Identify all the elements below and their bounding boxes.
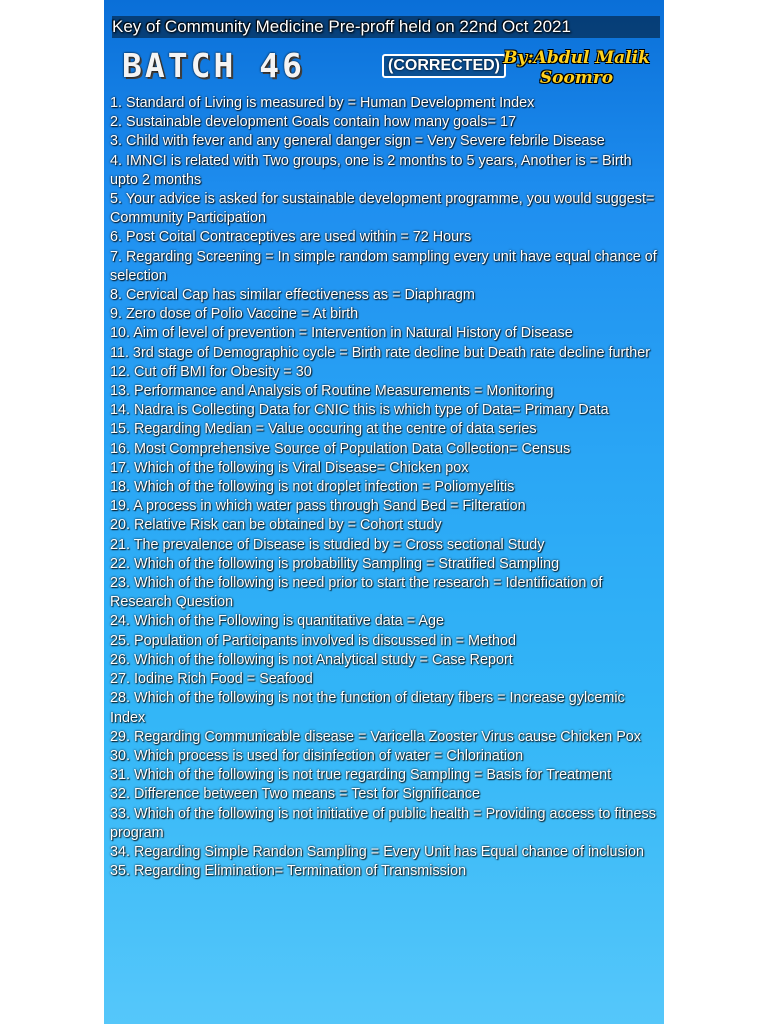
answer-item: 32. Difference between Two means = Test for Significance [110, 786, 480, 803]
answer-item: 27. Iodine Rich Food = Seafood [110, 671, 313, 688]
answer-item: 26. Which of the following is not Analytical study = Case Report [110, 651, 513, 668]
answer-item: 13. Performance and Analysis of Routine Measurements = Monitoring [110, 383, 554, 400]
batch-label: BATCH 46 [122, 46, 305, 85]
answer-item: 12. Cut off BMI for Obesity = 30 [110, 363, 312, 380]
corrected-badge: (CORRECTED) [382, 54, 506, 78]
answer-key-poster [104, 0, 664, 1024]
answer-item: 35. Regarding Elimination= Termination of Transmission [110, 863, 467, 880]
answer-item: 23. Which of the following is need prior to start the research = Identification of Research Question [110, 575, 603, 611]
answer-item: 1. Standard of Living is measured by = Human Development Index [110, 95, 535, 111]
answer-item: 2. Sustainable development Goals contain how many goals= 17 [110, 114, 516, 131]
answer-item: 33. Which of the following is not initiative of public health = Providing access to fitness program [110, 805, 656, 841]
answer-item: 5. Your advice is asked for sustainable development programme, you would suggest= Community Participation [110, 191, 655, 227]
answer-item: 17. Which of the following is Viral Disease= Chicken pox [110, 459, 469, 476]
answer-item: 31. Which of the following is not true regarding Sampling = Basis for Treatment [110, 767, 612, 784]
answer-item: 20. Relative Risk can be obtained by = Cohort study [110, 517, 442, 534]
answer-item: 11. 3rd stage of Demographic cycle = Birth rate decline but Death rate decline further [110, 344, 651, 361]
answer-item: 6. Post Coital Contraceptives are used within = 72 Hours [110, 229, 472, 246]
answer-item: 14. Nadra is Collecting Data for CNIC this is which type of Data= Primary Data [110, 402, 609, 419]
answer-item: 8. Cervical Cap has similar effectiveness as = Diaphragm [110, 287, 475, 304]
answer-item: 19. A process in which water pass through Sand Bed = Filteration [110, 498, 526, 515]
answer-list [110, 94, 662, 881]
answer-item: 34. Regarding Simple Randon Sampling = Every Unit has Equal chance of inclusion [110, 843, 644, 860]
answer-item: 21. The prevalence of Disease is studied by = Cross sectional Study [110, 536, 545, 553]
answer-item: 30. Which process is used for disinfection of water = Chlorination [110, 747, 524, 764]
answer-item: 25. Population of Participants involved is discussed in = Method [110, 632, 516, 649]
answer-item: 4. IMNCI is related with Two groups, one is 2 months to 5 years, Another is = Birth upto 2 months [110, 152, 632, 188]
answer-item: 29. Regarding Communicable disease = Varicella Zooster Virus cause Chicken Pox [110, 728, 641, 745]
answer-item: 15. Regarding Median = Value occuring at the centre of data series [110, 421, 537, 438]
answer-item: 3. Child with fever and any general danger sign = Very Severe febrile Disease [110, 133, 605, 150]
answer-item: 7. Regarding Screening = In simple random sampling every unit have equal chance of selection [110, 248, 657, 284]
answer-item: 16. Most Comprehensive Source of Population Data Collection= Census [110, 440, 571, 457]
answer-item: 22. Which of the following is probability Sampling = Stratified Sampling [110, 555, 560, 572]
answer-item: 10. Aim of level of prevention = Intervention in Natural History of Disease [110, 325, 573, 342]
answer-item: 9. Zero dose of Polio Vaccine = At birth [110, 306, 359, 323]
answer-item: 28. Which of the following is not the function of dietary fibers = Increase gylcemic Index [110, 690, 625, 726]
answer-item: 18. Which of the following is not droplet infection = Poliomyelitis [110, 479, 515, 496]
poster-title: Key of Community Medicine Pre-proff held on 22nd Oct 2021 [112, 16, 660, 38]
author-signature: By:Abdul Malik Soomro [503, 48, 650, 88]
answer-item: 24. Which of the Following is quantitative data = Age [110, 613, 444, 630]
